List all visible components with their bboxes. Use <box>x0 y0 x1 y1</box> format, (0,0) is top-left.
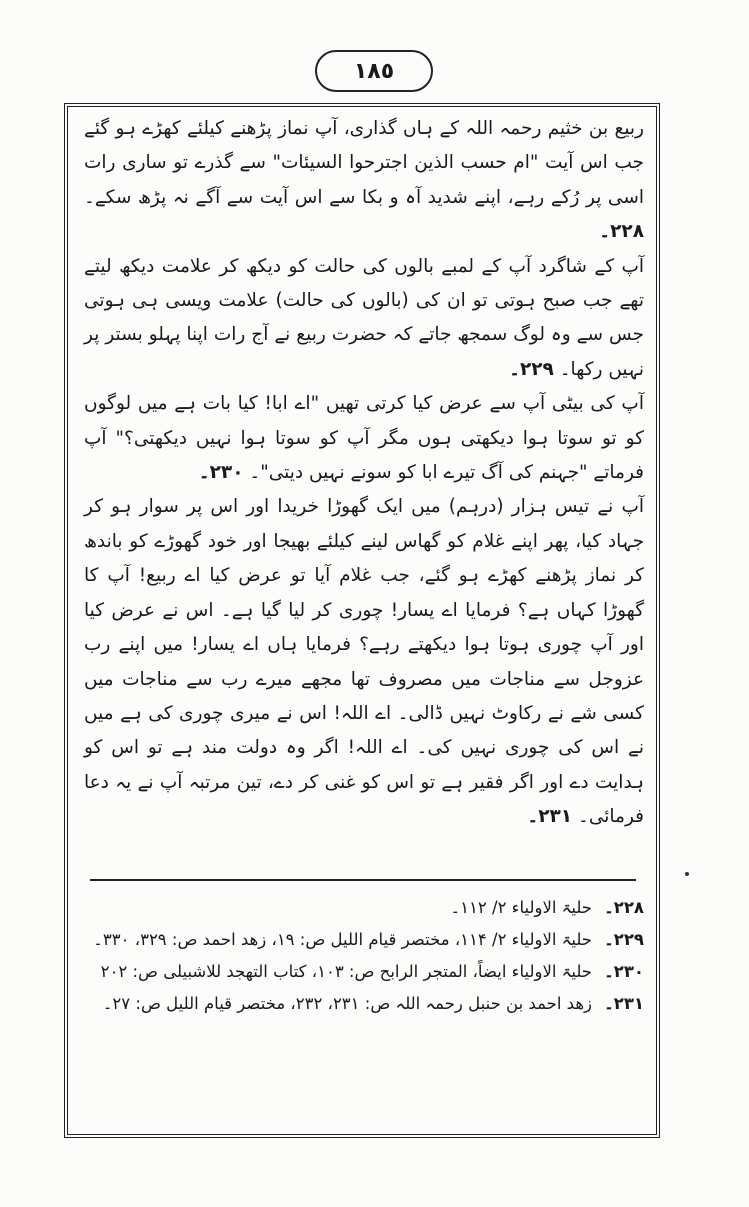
footnotes <box>88 893 644 1021</box>
paragraph <box>84 112 644 250</box>
paragraph-text: آپ نے تیس ہزار (درہم) میں ایک گھوڑا خریدا اور اس پر سوار ہو کر جہاد کیا، پھر اپنے غلام کو گھاس لینے کیلئے بھیجا اور خود گھوڑے کو باندھ کر نماز پڑھنے کھڑے ہو گئے، جب غلام آیا تو عرض کیا اے ربیع! آپ کا گھوڑا کہاں ہے؟ فرمایا اے یسار! چوری کر لیا گیا ہے۔ اس نے عرض کیا اور آپ چوری ہوتا ہوا دیکھتے رہے؟ فرمایا ہاں اے یسار! میں اپنے رب عزوجل سے مناجات میں مصروف تھا مجھے میرے رب سے مناجات میں کسی شے نے رکاوٹ نہیں ڈالی۔ اے اللہ! اس نے میری چوری کی ہے میں نے اس کی چوری نہیں کی۔ اے اللہ! اگر وہ دولت مند ہے تو اس کو ہدایت دے اور اگر فقیر ہے تو اس کو غنی کر دے، تین مرتبہ آپ نے یہ دعا فرمائی۔ <box>84 496 644 828</box>
footnote-text: حلیۃ الاولیاء ۲/ ۱۱۴، مختصر قیام اللیل ص: ۱۹، زھد احمد ص: ۳۲۹، ۳۳۰۔ <box>93 930 592 949</box>
footnote-number: ۲۳۱۔ <box>604 994 644 1013</box>
footnote-text: حلیۃ الاولیاء ایضاً، المتجر الرابح ص: ۱۰۳، کتاب التھجد للاشبیلی ص: ۲۰۲ <box>100 962 592 981</box>
footnote <box>88 893 644 923</box>
footnote-ref: ۲۲۹۔ <box>509 358 554 380</box>
paragraph <box>84 250 644 388</box>
footnote <box>88 989 644 1019</box>
footnote-number: ۲۲۸۔ <box>604 898 644 917</box>
paragraph <box>84 490 644 834</box>
footnote <box>88 925 644 955</box>
footnote-ref: ۲۳۰۔ <box>198 462 244 484</box>
footnote-text: زھد احمد بن حنبل رحمہ اللہ ص: ۲۳۱، ۲۳۲، مختصر قیام اللیل ص: ۲۷۔ <box>102 994 592 1013</box>
main-text <box>84 112 644 835</box>
page-number: ١٨٥ <box>315 50 433 92</box>
footnote-ref: ۲۲۸۔ <box>599 221 644 243</box>
footnote-ref: ۲۳۱۔ <box>527 806 573 828</box>
paragraph-text: آپ کے شاگرد آپ کے لمبے بالوں کی حالت کو دیکھ کر علامت دیکھ لیتے تھے جب صبح ہوتی تو ان کی (بالوں کی حالت) علامت ویسی ہی ہوتی جس سے وہ لوگ سمجھ جاتے کہ حضرت ربیع نے آج رات اپنا پہلو بستر پر نہیں رکھا۔ <box>84 255 644 380</box>
footnote <box>88 957 644 987</box>
footnote-number: ۲۳۰۔ <box>604 962 644 981</box>
footnote-number: ۲۲۹۔ <box>604 930 644 949</box>
paragraph <box>84 387 644 490</box>
margin-dot <box>685 872 689 876</box>
footnote-divider <box>90 879 636 881</box>
paragraph-text: آپ کی بیٹی آپ سے عرض کیا کرتی تھیں "اے ابا! کیا بات ہے میں لوگوں کو تو سوتا ہوا دیکھتی ہوں مگر آپ کو سوتا ہوا نہیں دیکھتی؟" آپ فرماتے "جہنم کی آگ تیرے ابا کو سونے نہیں دیتی"۔ <box>84 393 644 484</box>
footnote-text: حلیۃ الاولیاء ۲/ ۱۱۲۔ <box>450 898 592 917</box>
paragraph-text: ربیع بن خثیم رحمہ اللہ کے ہاں گذاری، آپ نماز پڑھنے کیلئے کھڑے ہو گئے جب اس آیت "ام حسب الذین اجترحوا السیئات" سے گذرے تو ساری رات اسی پر رُکے رہے، اپنے شدید آہ و بکا سے اس آیت سے آگے نہ پڑھ سکے۔ <box>84 118 644 208</box>
